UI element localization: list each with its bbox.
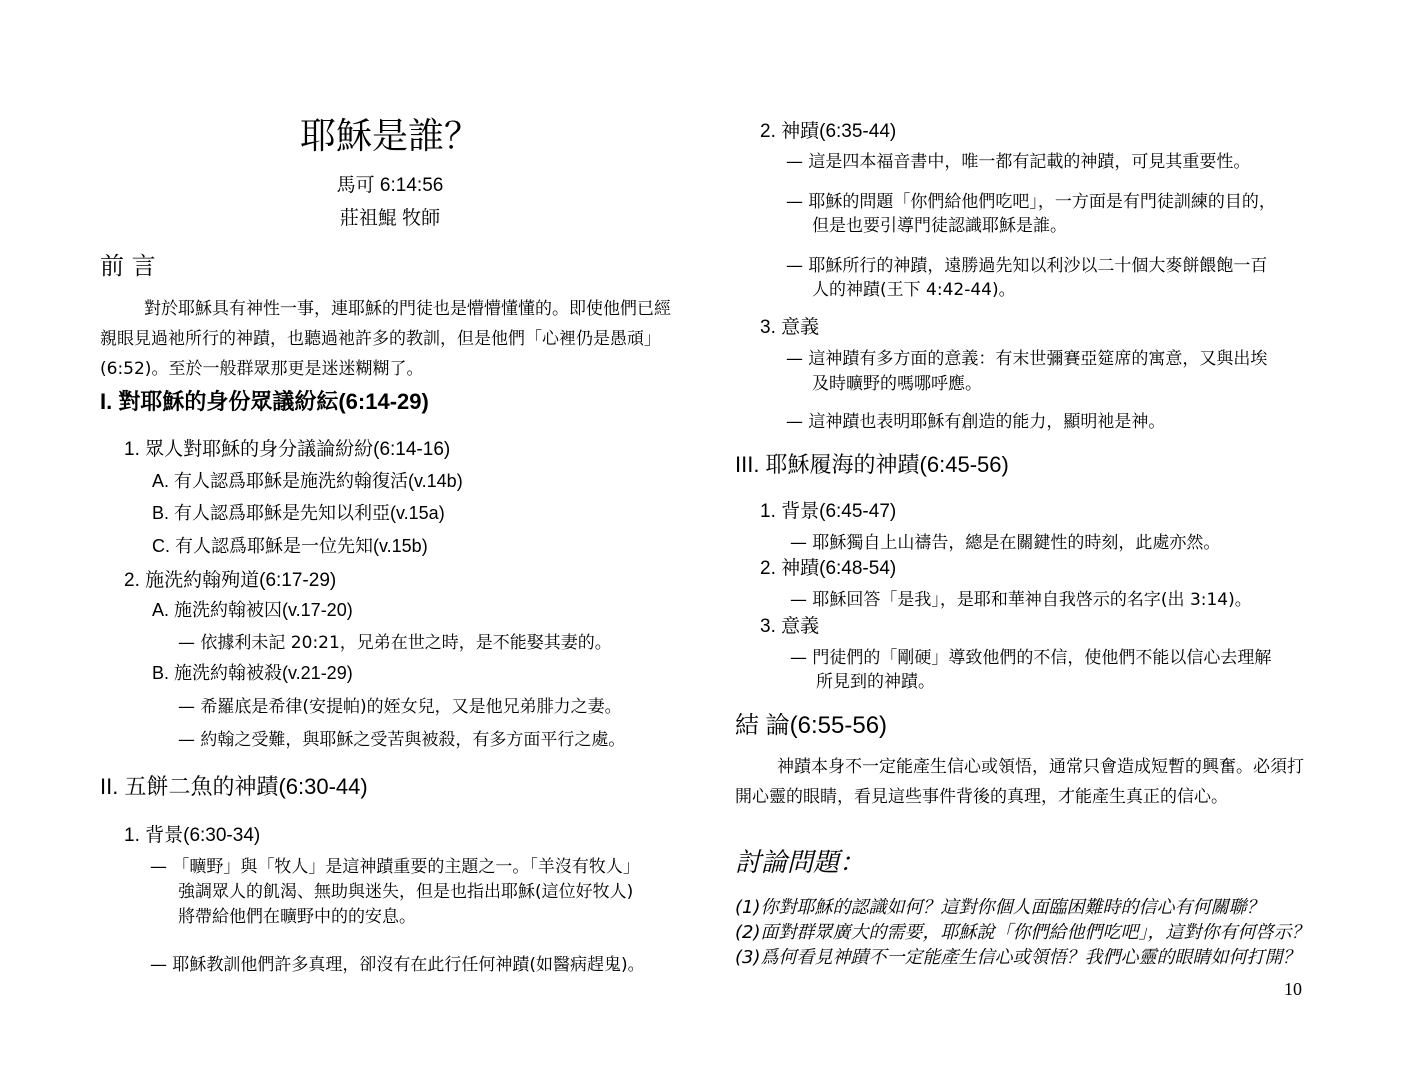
discussion-question-2: (2)面對群眾廣大的需要，耶穌說「你們給他們吃吧」，這對你有何啓示？ <box>735 922 1310 943</box>
intro-paragraph: 對於耶穌具有神性一事，連耶穌的門徒也是懵懵懂懂的。即使他們已經親眼見過祂所行的神蹟，也聽過祂許多的教訓，但是他們「心裡仍是愚頑」(6:52)。至於一般群眾那更是迷迷糊糊了。 <box>100 299 671 379</box>
discussion-question-1: (1)你對耶穌的認識如何？這對你個人面臨困難時的信心有何關聯？ <box>735 897 1265 918</box>
section-2-item-3-note-1-line-2: 及時曠野的嗎哪呼應。 <box>812 374 982 394</box>
section-3-item-3-note-line-2: 所見到的神蹟。 <box>816 672 935 692</box>
section-2-item-1: 1. 背景(6:30-34) <box>124 825 261 846</box>
page-number: 10 <box>1284 979 1302 999</box>
section-2-heading: II. 五餅二魚的神蹟(6:30-44) <box>100 774 368 799</box>
section-2-item-2-note-3-line-1: — 耶穌所行的神蹟，遠勝過先知以利沙以二十個大麥餅餵飽一百 <box>786 256 1268 276</box>
section-1-item-2b: B. 施洗約翰被殺(v.21-29) <box>152 663 353 683</box>
section-1-heading: I. 對耶穌的身份眾議紛紜(6:14-29) <box>100 389 429 414</box>
section-2-item-3: 3. 意義 <box>760 317 820 338</box>
section-2-item-3-note-2: — 這神蹟也表明耶穌有創造的能力，顯明祂是神。 <box>786 412 1166 432</box>
conclusion-paragraph: 神蹟本身不一定能產生信心或領悟，通常只會造成短暫的興奮。必須打開心靈的眼睛，看見這些事件背後的真理，才能產生真正的信心。 <box>735 757 1304 807</box>
discussion-heading: 討論問題： <box>735 848 866 878</box>
section-3-item-2-note: — 耶穌回答「是我」，是耶和華神自我啓示的名字(出 3:14)。 <box>790 590 1252 610</box>
section-3-item-1: 1. 背景(6:45-47) <box>760 501 897 522</box>
section-3-item-2: 2. 神蹟(6:48-54) <box>760 558 897 579</box>
section-2-item-1-note-1-line-1: — 「曠野」與「牧人」是這神蹟重要的主題之一。「羊沒有牧人」 <box>150 857 640 877</box>
section-2-item-3-note-1-line-1: — 這神蹟有多方面的意義：有末世彌賽亞筵席的寓意，又與出埃 <box>786 349 1268 369</box>
section-1-item-1b: B. 有人認爲耶穌是先知以利亞(v.15a) <box>152 503 445 523</box>
discussion-question-3: (3)爲何看見神蹟不一定能產生信心或領悟？我們心靈的眼睛如何打開？ <box>735 947 1301 968</box>
author-line: 莊祖鯤 牧師 <box>339 208 441 229</box>
section-3-item-1-note: — 耶穌獨自上山禱告，總是在關鍵性的時刻，此處亦然。 <box>790 533 1221 553</box>
section-2-item-2-note-2-line-1: — 耶穌的問題「你們給他們吃吧」，一方面是有門徒訓練的目的， <box>786 192 1276 212</box>
section-3-item-3-note-line-1: — 門徒們的「剛硬」導致他們的不信，使他們不能以信心去理解 <box>790 648 1272 668</box>
section-1-item-2a: A. 施洗約翰被囚(v.17-20) <box>152 600 353 620</box>
section-2-item-1-note-1-line-3: 將帶給他們在曠野中的的安息。 <box>178 907 416 927</box>
section-1-item-2: 2. 施洗約翰殉道(6:17-29) <box>124 570 337 591</box>
intro-heading: 前 言 <box>100 252 156 280</box>
section-2-item-2: 2. 神蹟(6:35-44) <box>760 121 897 142</box>
page-title: 耶穌是誰？ <box>299 116 480 156</box>
section-3-item-3: 3. 意義 <box>760 616 820 637</box>
section-2-item-2-note-2-line-2: 但是也要引導門徒認識耶穌是誰。 <box>812 216 1067 236</box>
section-2-item-1-note-2: — 耶穌教訓他們許多真理，卻沒有在此行任何神蹟(如醫病趕鬼)。 <box>150 955 645 975</box>
section-2-item-2-note-3-line-2: 人的神蹟(王下 4:42-44)。 <box>812 280 1016 300</box>
scripture-reference: 馬可 6:14:56 <box>336 175 444 196</box>
section-2-item-1-note-1-line-2: 強調眾人的飢渴、無助與迷失，但是也指出耶穌(這位好牧人) <box>178 882 634 902</box>
section-1-item-1c: C. 有人認爲耶穌是一位先知(v.15b) <box>152 536 428 556</box>
conclusion-heading: 結 論(6:55-56) <box>735 712 888 739</box>
section-2-item-2-note-1: — 這是四本福音書中，唯一都有記載的神蹟，可見其重要性。 <box>786 152 1251 172</box>
section-3-heading: III. 耶穌履海的神蹟(6:45-56) <box>735 452 1009 477</box>
section-1-item-1: 1. 眾人對耶穌的身分議論紛紛(6:14-16) <box>124 439 451 460</box>
section-1-item-2b-note-1: — 希羅底是希律(安提帕)的姪女兒，又是他兄弟腓力之妻。 <box>178 697 622 717</box>
section-1-item-2a-note: — 依據利未記 20:21，兄弟在世之時，是不能娶其妻的。 <box>178 633 612 653</box>
section-1-item-2b-note-2: — 約翰之受難，與耶穌之受苦與被殺，有多方面平行之處。 <box>178 730 626 750</box>
section-1-item-1a: A. 有人認爲耶穌是施洗約翰復活(v.14b) <box>152 471 463 491</box>
